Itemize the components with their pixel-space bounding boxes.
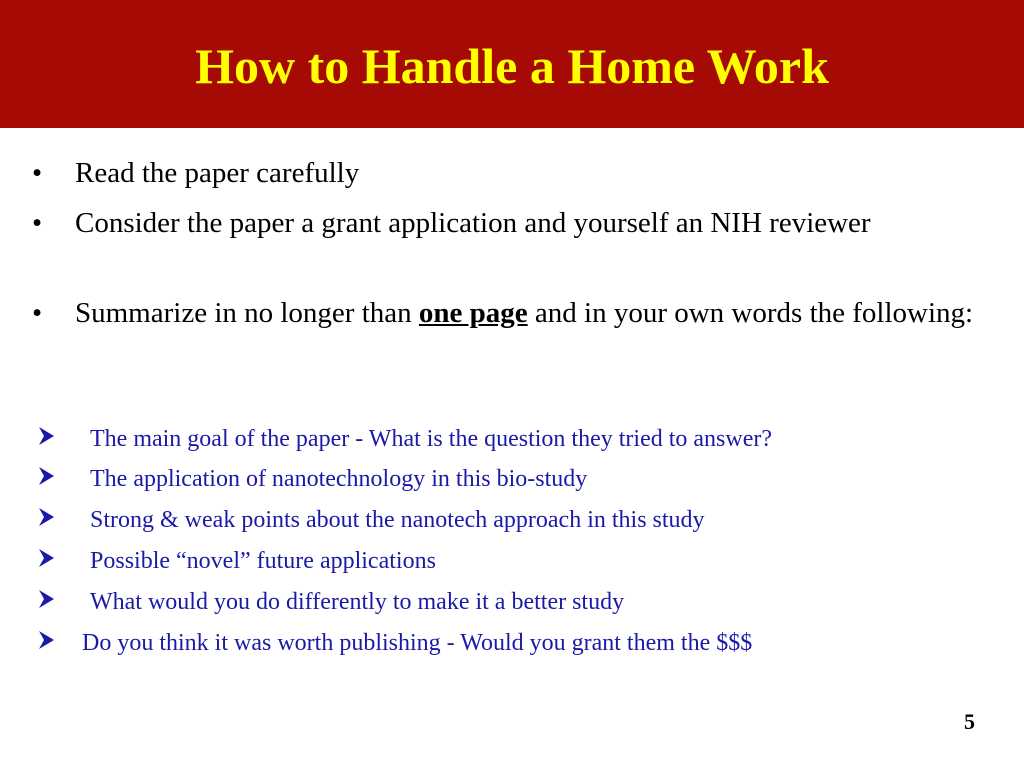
arrow-bullet-icon <box>38 547 58 569</box>
bullet-text-before: Summarize in no longer than <box>75 297 419 329</box>
bullet-text: Consider the paper a grant application and yourself an NIH reviewer <box>75 207 871 239</box>
bullet-text-after: and in your own words the following: <box>527 297 974 329</box>
subpoint-text: Strong & weak points about the nanotech approach in this study <box>90 507 705 533</box>
subpoint-text: The main goal of the paper - What is the question they tried to answer? <box>90 426 773 452</box>
arrow-bullet-icon <box>38 425 58 447</box>
subpoint-text: Possible “novel” future applications <box>90 548 436 574</box>
bullet-dot-icon: • <box>32 157 43 189</box>
arrow-bullet-icon <box>38 465 58 487</box>
subpoint-text: What would you do differently to make it a better study <box>90 589 625 615</box>
arrow-bullet-icon <box>38 506 58 528</box>
page-number: 5 <box>964 709 975 734</box>
subpoint-text: Do you think it was worth publishing - Would you grant them the $$$ <box>82 630 753 656</box>
subpoint-text: The application of nanotechnology in this bio-study <box>90 466 588 492</box>
bullet-dot-icon: • <box>32 207 43 239</box>
bullet-text: Read the paper carefully <box>75 157 360 189</box>
emphasis-one-page: one page <box>418 297 528 329</box>
slide-title: How to Handle a Home Work <box>195 38 829 94</box>
bullet-text <box>75 292 975 335</box>
arrow-bullet-icon <box>38 588 58 610</box>
bullet-dot-icon: • <box>32 297 43 329</box>
arrow-bullet-icon <box>38 629 58 651</box>
